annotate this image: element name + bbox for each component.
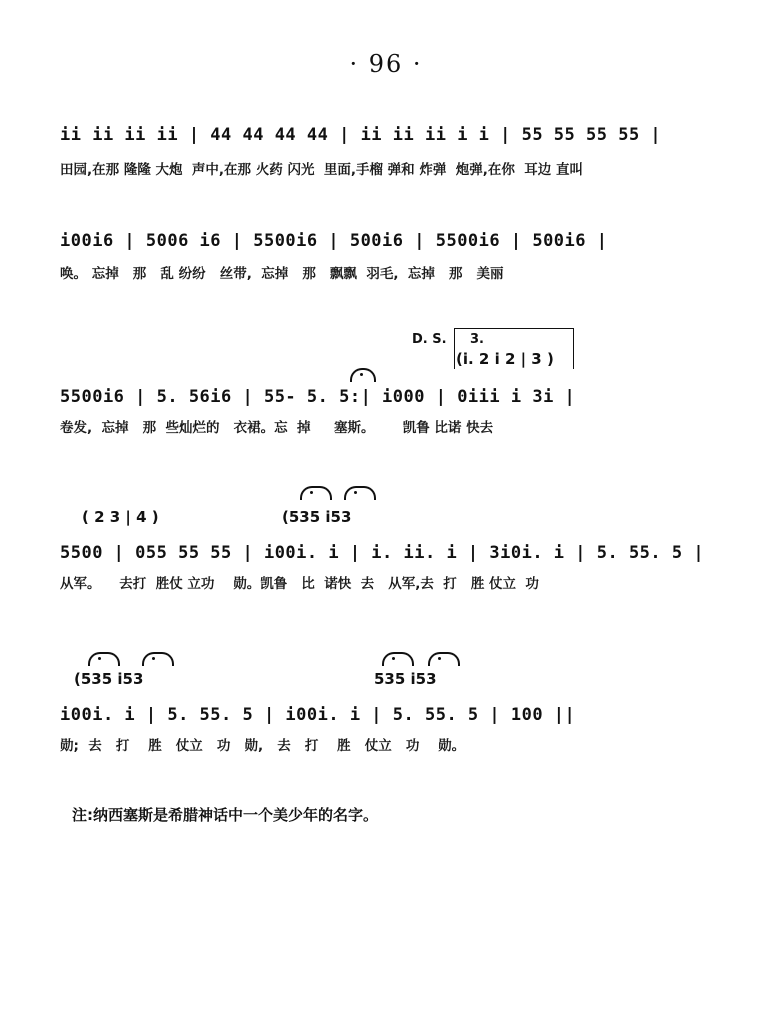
lyrics-line: 卷发, 忘掉 那 些灿烂的 衣裙。忘 掉 塞斯。 凯鲁 比诺 快去 bbox=[60, 420, 494, 436]
volta-number: 3. bbox=[470, 332, 484, 347]
notation-line: i00i. i | 5. 55. 5 | i00i. i | 5. 55. 5 | 100 || bbox=[60, 705, 576, 725]
slur-icon bbox=[300, 486, 332, 500]
pickup-notes: (i. 2 i 2 | 3 ) bbox=[456, 350, 554, 368]
notation-line: ii ii ii ii | 44 44 44 44 | ii ii ii i i | 55 55 55 55 | bbox=[60, 125, 662, 145]
score-system-2 bbox=[60, 226, 720, 296]
score-system-5 bbox=[60, 646, 720, 766]
slur-icon bbox=[88, 652, 120, 666]
score-system-4 bbox=[60, 484, 720, 594]
slur-icon bbox=[142, 652, 174, 666]
pickup-notes: ( 2 3 | 4 ) bbox=[82, 508, 159, 526]
score-system-1 bbox=[60, 120, 720, 190]
lyrics-line: 从军。 去打 胜仗 立功 勋。凯鲁 比 诺快 去 从军,去 打 胜 仗立 功 bbox=[60, 576, 539, 592]
slur-icon bbox=[344, 486, 376, 500]
notation-line: 5500 | 055 55 55 | i00i. i | i. ii. i | 3i0i. i | 5. 55. 5 | bbox=[60, 543, 705, 563]
lyrics-line: 唤。 忘掉 那 乱 纷纷 丝带, 忘掉 那 飘飘 羽毛, 忘掉 那 美丽 bbox=[60, 266, 504, 282]
da-segno-mark: D. S. bbox=[412, 332, 447, 347]
footnote: 注:纳西塞斯是希腊神话中一个美少年的名字。 bbox=[72, 806, 379, 824]
grace-notes: (535 i53 bbox=[74, 670, 144, 688]
notation-line: i00i6 | 5006 i6 | 5500i6 | 500i6 | 5500i6 | 500i6 | bbox=[60, 231, 608, 251]
annotation-line bbox=[60, 326, 720, 386]
grace-notes: (535 i53 bbox=[282, 508, 352, 526]
grace-notes: 535 i53 bbox=[374, 670, 437, 688]
page-number: · 96 · bbox=[349, 50, 423, 78]
notation-line: 5500i6 | 5. 56i6 | 55- 5. 5:| i000 | 0iii i 3i | bbox=[60, 387, 576, 407]
slur-icon bbox=[382, 652, 414, 666]
score-system-3 bbox=[60, 326, 720, 446]
volta-bracket bbox=[454, 328, 574, 369]
slur-icon bbox=[428, 652, 460, 666]
lyrics-line: 田园,在那 隆隆 大炮 声中,在那 火药 闪光 里面,手榴 弹和 炸弹 炮弹,在你 耳边 直叫 bbox=[60, 162, 584, 178]
lyrics-line: 勋; 去 打 胜 仗立 功 勋, 去 打 胜 仗立 功 勋。 bbox=[60, 738, 466, 754]
